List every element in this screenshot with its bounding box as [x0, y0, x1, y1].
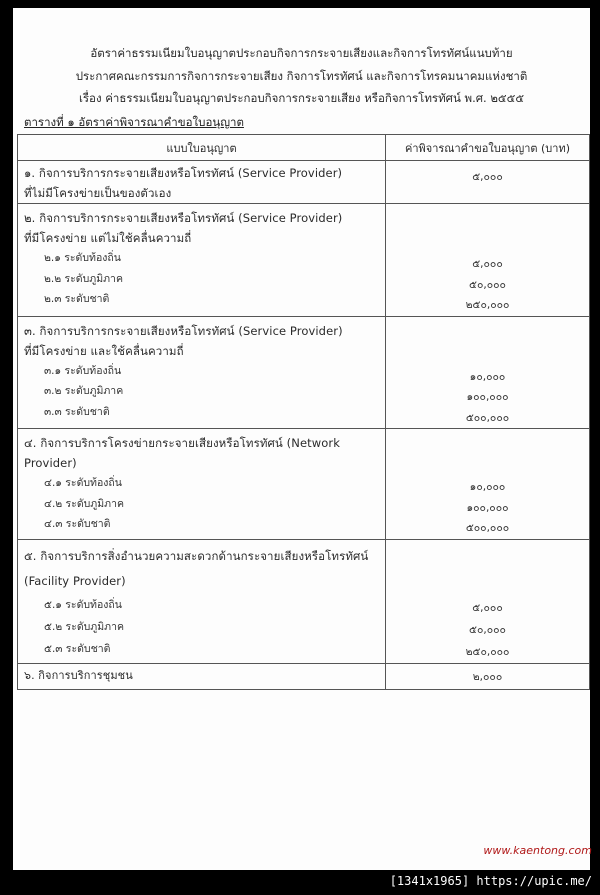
row-label-line: ๓. กิจการบริการกระจายเสียงหรือโทรทัศน์ (Service Provider)	[24, 323, 343, 338]
image-info-text: [1341x1965] https://upic.me/	[389, 874, 592, 888]
header-fee: ค่าพิจารณาคำขอใบอนุญาต (บาท)	[386, 135, 590, 161]
table-row	[18, 429, 590, 540]
sub-item: ๕.๑ ระดับท้องถิ่น	[44, 598, 122, 611]
title-line-3: เรื่อง ค่าธรรมเนียมใบอนุญาตประกอบกิจการกระจายเสียง หรือกิจการโทรทัศน์ พ.ศ. ๒๕๕๕	[78, 91, 525, 105]
sub-value: ๕๐๐,๐๐๐	[465, 411, 510, 424]
row-label-line: ๑. กิจการบริการกระจายเสียงหรือโทรทัศน์ (Service Provider)	[24, 166, 343, 180]
table-row	[18, 539, 590, 663]
table-caption: ตารางที่ ๑ อัตราค่าพิจารณาคำขอใบอนุญาต	[24, 115, 244, 129]
row-value: ๒,๐๐๐	[472, 670, 503, 683]
sub-item: ๕.๓ ระดับชาติ	[44, 642, 111, 655]
row-label-line: ที่มีโครงข่าย และใช้คลื่นความถี่	[24, 343, 184, 358]
table-row	[18, 316, 590, 429]
sub-value: ๕๐,๐๐๐	[469, 623, 506, 636]
sub-value: ๒๕๐,๐๐๐	[465, 299, 510, 311]
sub-item: ๓.๒ ระดับภูมิภาค	[44, 385, 124, 397]
sub-item: ๓.๑ ระดับท้องถิ่น	[44, 364, 122, 377]
sub-value: ๕๐,๐๐๐	[469, 278, 506, 291]
row-value-cell	[386, 663, 590, 689]
document-title	[13, 42, 590, 110]
row-label-line: ๔. กิจการบริการโครงข่ายกระจายเสียงหรือโทรทัศน์ (Network	[24, 436, 340, 450]
image-info-bar	[0, 870, 600, 895]
row-value-cell	[386, 316, 590, 429]
table-row	[18, 663, 590, 689]
sub-value: ๕๐๐,๐๐๐	[465, 522, 510, 534]
sub-value: ๕,๐๐๐	[472, 601, 503, 614]
sub-value: ๕,๐๐๐	[472, 258, 503, 270]
sub-item: ๒.๒ ระดับภูมิภาค	[44, 272, 123, 285]
row-value-cell	[386, 429, 590, 540]
row-label-cell	[18, 539, 386, 663]
sub-value: ๒๕๐,๐๐๐	[465, 645, 510, 658]
row-label-line: ที่ไม่มีโครงข่ายเป็นของตัวเอง	[24, 186, 172, 200]
row-value-cell	[386, 204, 590, 317]
row-label-line: ๕. กิจการบริการสิ่งอำนวยความสะดวกด้านกระจายเสียงหรือโทรทัศน์	[24, 548, 369, 563]
sub-item: ๕.๒ ระดับภูมิภาค	[44, 620, 124, 633]
sub-value: ๑๐๐,๐๐๐	[466, 391, 509, 403]
sub-value: ๑๐๐,๐๐๐	[466, 501, 509, 514]
sub-value: ๑๐,๐๐๐	[469, 481, 506, 493]
row-label-cell	[18, 161, 386, 204]
sub-item: ๒.๑ ระดับท้องถิ่น	[44, 252, 121, 264]
row-value-cell	[386, 161, 590, 204]
row-value: ๕,๐๐๐	[472, 171, 503, 183]
header-license-type: แบบใบอนุญาต	[18, 135, 386, 161]
row-value-cell	[386, 539, 590, 663]
sub-item: ๔.๑ ระดับท้องถิ่น	[44, 477, 122, 489]
document-page	[13, 8, 590, 870]
sub-item: ๔.๒ ระดับภูมิภาค	[44, 497, 124, 510]
table-header-row	[18, 135, 590, 161]
sub-item: ๒.๓ ระดับชาติ	[44, 293, 110, 305]
fee-table	[17, 134, 590, 690]
title-line-1: อัตราค่าธรรมเนียมใบอนุญาตประกอบกิจการกระจายเสียงและกิจการโทรทัศน์แนบท้าย	[90, 46, 513, 60]
title-line-2: ประกาศคณะกรรมการกิจการกระจายเสียง กิจการโทรทัศน์ และกิจการโทรคมนาคมแห่งชาติ	[75, 68, 528, 83]
row-label-line: (Facility Provider)	[24, 573, 126, 588]
row-label-cell	[18, 663, 386, 689]
sub-value: ๑๐,๐๐๐	[469, 370, 506, 383]
row-label-line: Provider)	[24, 456, 77, 470]
row-label-line: ๖. กิจการบริการชุมชน	[24, 669, 133, 682]
table-row	[18, 161, 590, 204]
sub-item: ๓.๓ ระดับชาติ	[44, 405, 110, 418]
watermark-link: www.kaentong.com	[483, 844, 592, 857]
row-label-cell	[18, 316, 386, 429]
sub-item: ๔.๓ ระดับชาติ	[44, 518, 111, 530]
table-row	[18, 204, 590, 317]
row-label-line: ๒. กิจการบริการกระจายเสียงหรือโทรทัศน์ (Service Provider)	[24, 211, 343, 225]
row-label-line: ที่มีโครงข่าย แต่ไม่ใช้คลื่นความถี่	[24, 231, 192, 245]
row-label-cell	[18, 429, 386, 540]
row-label-cell	[18, 204, 386, 317]
